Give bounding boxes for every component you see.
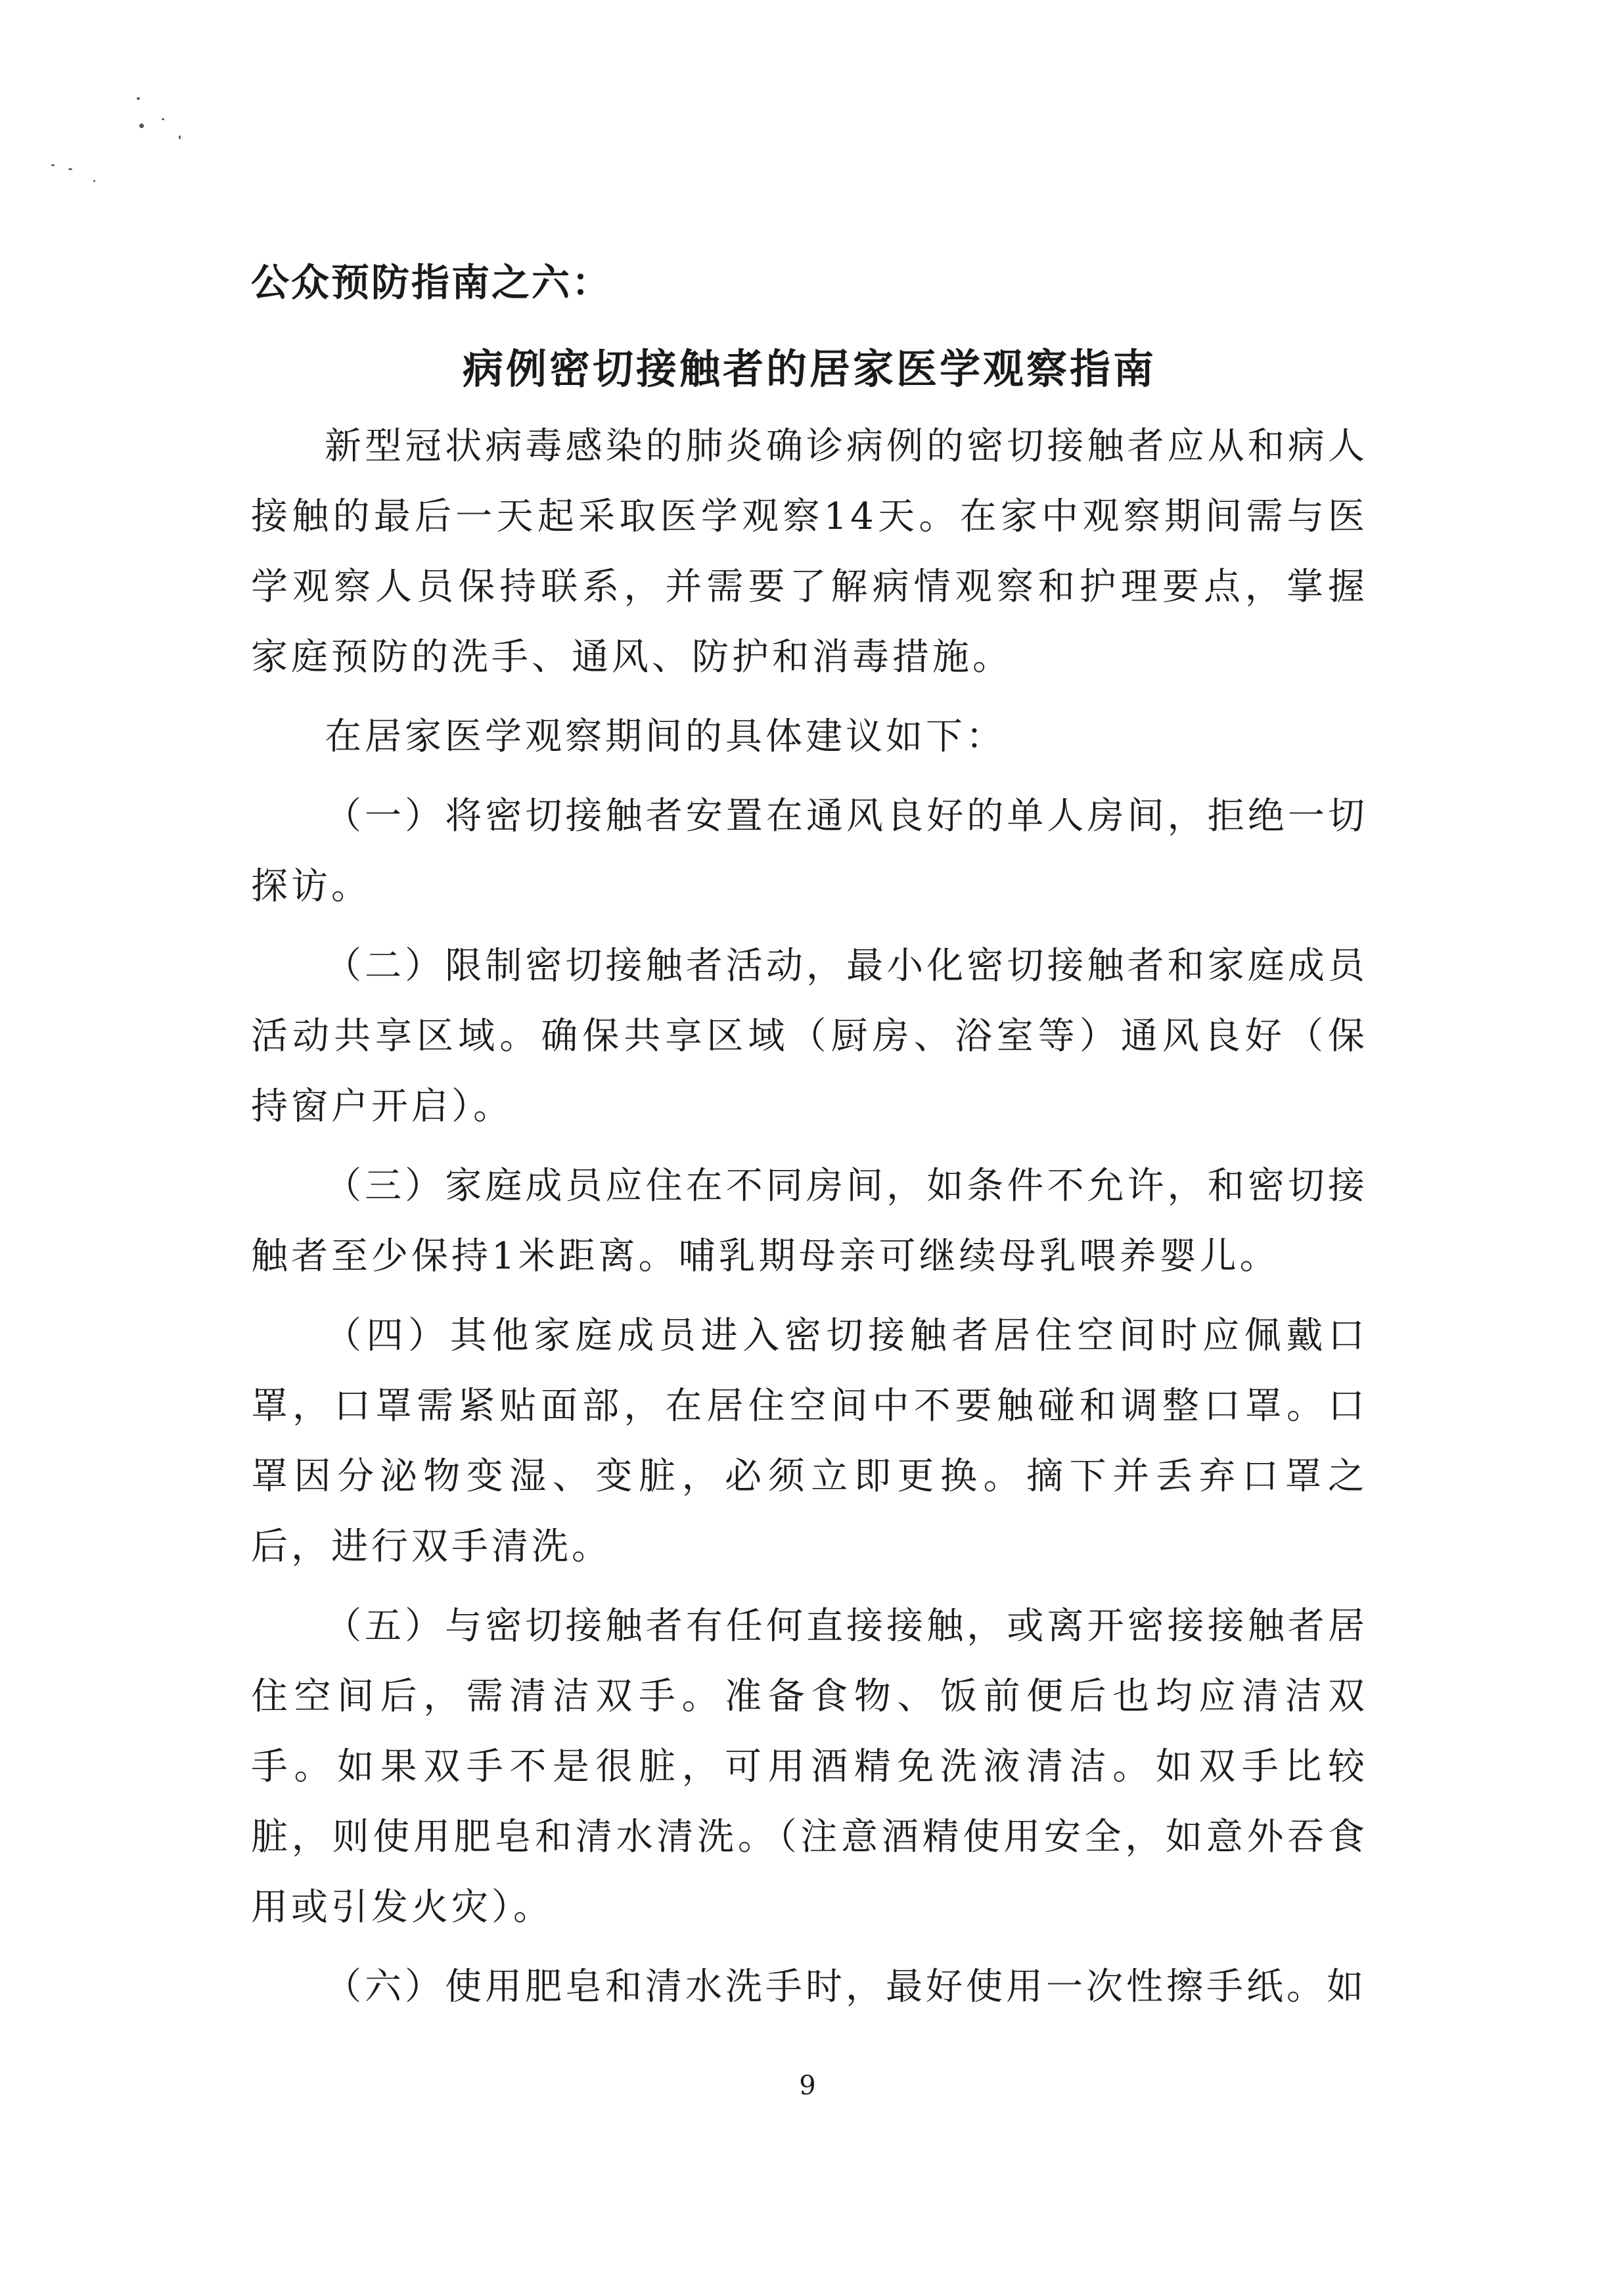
- page-number: 9: [799, 2071, 816, 2101]
- scan-speck: [139, 124, 144, 128]
- scan-speck: [137, 97, 140, 100]
- document-title: 病例密切接触者的居家医学观察指南: [462, 345, 1156, 393]
- guide-item: （六）使用肥皂和清水洗手时，最好使用一次性擦手纸。如: [325, 1966, 1367, 2008]
- scan-speck: [179, 135, 181, 139]
- scan-speck: [93, 180, 95, 182]
- guide-item: （四）其他家庭成员进入密切接触者居住空间时应佩戴口罩，口罩需紧贴面部，在居住空间中不要触碰和调整口罩。口罩因分泌物变湿、变脏，必须立即更换。摘下并丢弃口罩之后，进行双手清洗。: [251, 1315, 1368, 1568]
- intro-paragraph: 在居家医学观察期间的具体建议如下：: [325, 715, 1006, 758]
- guide-item: （五）与密切接触者有任何直接接触，或离开密接接触者居住空间后，需清洁双手。准备食物、饭前便后也均应清洁双手。如果双手不是很脏，可用酒精免洗液清洁。如双手比较脏，则使用肥皂和清水清洗。（注意酒精使用安全，如意外吞食用或引发火灾）。: [251, 1605, 1368, 1929]
- guide-item: （一）将密切接触者安置在通风良好的单人房间，拒绝一切探访。: [251, 795, 1368, 908]
- scan-speck: [51, 164, 55, 166]
- scan-speck: [162, 118, 164, 120]
- scan-speck: [68, 168, 72, 170]
- intro-paragraph: 新型冠状病毒感染的肺炎确诊病例的密切接触者应从和病人接触的最后一天起采取医学观察14天。在家中观察期间需与医学观察人员保持联系，并需要了解病情观察和护理要点，掌握家庭预防的洗手、通风、防护和消毒措施。: [251, 425, 1368, 679]
- guide-item: （二）限制密切接触者活动，最小化密切接触者和家庭成员活动共享区域。确保共享区域（厨房、浴室等）通风良好（保持窗户开启）。: [251, 945, 1368, 1128]
- document-body: [251, 250, 1368, 2022]
- guide-label: 公众预防指南之六：: [251, 260, 612, 305]
- guide-item: （三）家庭成员应住在不同房间，如条件不允许，和密切接触者至少保持1米距离。哺乳期母亲可继续母乳喂养婴儿。: [251, 1165, 1368, 1278]
